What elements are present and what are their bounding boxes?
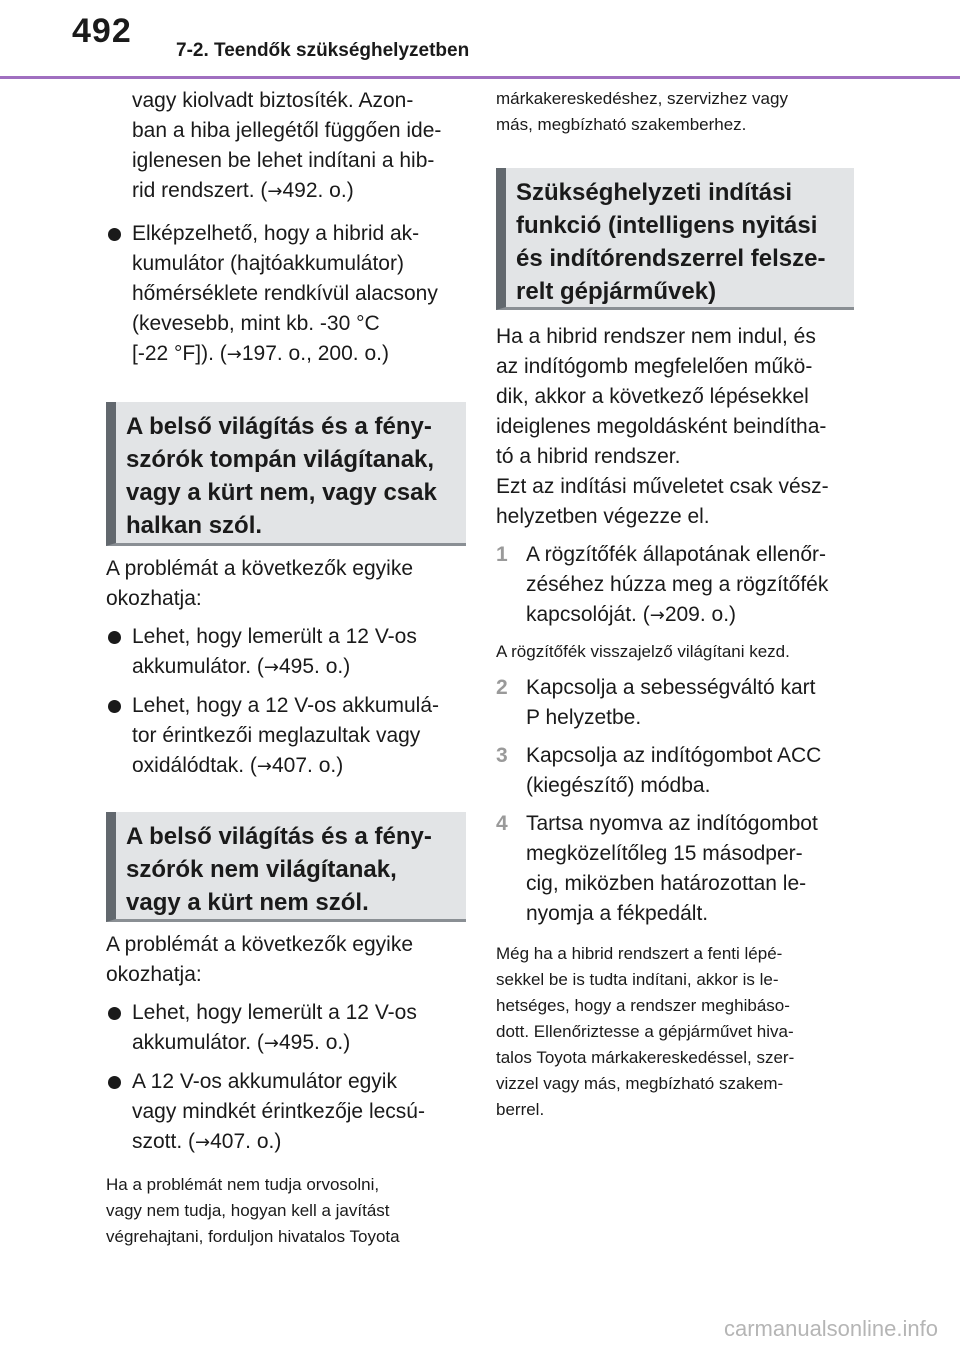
page-ref-link[interactable]: 407. o.) <box>210 1130 282 1153</box>
section-heading-box: A belső világítás és a fény- szórók tompán világítanak, vagy a kürt nem, vagy csak halkan szól. <box>106 402 466 546</box>
list-item: Lehet, hogy lemerült a 12 V-os akkumulátor. (→495. o.) <box>106 622 466 683</box>
list-item: Lehet, hogy a 12 V-os akkumulá- tor érintkezői meglazultak vagy oxidálódtak. (→407. o.) <box>106 691 466 782</box>
page-ref-link[interactable]: 492. o.) <box>282 179 354 202</box>
section-title: 7-2. Teendők szükséghelyzetben <box>176 40 470 61</box>
final-note: Még ha a hibrid rendszert a fenti lépé- sekkel be is tudta indítani, akkor is le- hetséges, hogy a rendszer meghibáso- dott. Ellenőriztesse a gépjárművet hiva- talos Toyota márkakereskedéssel, szer- vizzel vagy más, megbízható szakem- berrel. <box>496 944 795 1119</box>
step-item: 1 A rögzítőfék állapotának ellenőr- zéséhez húzza meg a rögzítőfék kapcsolóját. (→209. o.) <box>496 540 854 631</box>
arrow-right-icon: → <box>263 1033 279 1054</box>
left-column <box>106 86 466 1250</box>
list-item: Elképzelhető, hogy a hibrid ak- kumulátor (hajtóakkumulátor) hőmérséklete rendkívül alacsony (kevesebb, mint kb. -30 °C [-22 °F]). (→197. o., 200. o.) <box>106 219 466 370</box>
arrow-right-icon: → <box>256 756 272 777</box>
step-number: 4 <box>496 812 508 835</box>
page-ref-link[interactable]: 197. o., 200. o.) <box>241 342 389 365</box>
list-item: A 12 V-os akkumulátor egyik vagy mindkét érintkezője lecsú- szott. (→407. o.) <box>106 1067 466 1158</box>
page-number: 492 <box>72 12 132 50</box>
step-item: 2 Kapcsolja a sebességváltó kart P helyzetbe. <box>496 673 854 733</box>
step-number: 3 <box>496 744 508 767</box>
step-number: 1 <box>496 543 508 566</box>
list-item: Lehet, hogy lemerült a 12 V-os akkumulátor. (→495. o.) <box>106 998 466 1059</box>
page-header <box>0 0 960 80</box>
right-column <box>496 86 854 1123</box>
intro-paragraph: vagy kiolvadt biztosíték. Azon- ban a hiba jellegétől függően ide- iglenesen be lehet indítani a hib- rid rendszert. (→492. o.) <box>132 89 442 202</box>
step-item: 3 Kapcsolja az indítógombot ACC (kiegészítő) módba. <box>496 741 854 801</box>
cause-paragraph: A problémát a következők egyike okozhatja: <box>106 933 414 986</box>
cause-paragraph: A problémát a következők egyike okozhatja: <box>106 557 414 610</box>
step-note: A rögzítőfék visszajelző világítani kezd. <box>496 642 790 661</box>
header-divider <box>0 76 960 79</box>
bullet-icon <box>108 700 121 713</box>
arrow-right-icon: → <box>195 1132 211 1153</box>
section-heading-box: A belső világítás és a fény- szórók nem világítanak, vagy a kürt nem szól. <box>106 812 466 922</box>
arrow-right-icon: → <box>649 605 665 626</box>
continued-note: márkakereskedéshez, szervizhez vagy más, megbízható szakemberhez. <box>496 89 788 134</box>
bullet-icon <box>108 1076 121 1089</box>
bullet-icon <box>108 228 121 241</box>
arrow-right-icon: → <box>267 181 283 202</box>
page-ref-link[interactable]: 407. o.) <box>272 754 344 777</box>
step-item: 4 Tartsa nyomva az indítógombot megközelítőleg 15 másodper- cig, miközben határozottan le- nyomja a fékpedált. <box>496 809 854 929</box>
page-ref-link[interactable]: 495. o.) <box>278 655 351 678</box>
step-number: 2 <box>496 676 508 699</box>
bullet-icon <box>108 631 121 644</box>
page-ref-link[interactable]: 209. o.) <box>664 603 737 626</box>
arrow-right-icon: → <box>263 657 279 678</box>
watermark: carmanualsonline.info <box>723 1316 938 1341</box>
page-ref-link[interactable]: 495. o.) <box>278 1031 351 1054</box>
bullet-icon <box>108 1007 121 1020</box>
note-paragraph: Ha a problémát nem tudja orvosolni, vagy nem tudja, hogyan kell a javítást végrehajtani, forduljon hivatalos Toyota <box>106 1175 400 1246</box>
section-heading-box: Szükséghelyzeti indítási funkció (intelligens nyitási és indítórendszerrel felsze- relt gépjárművek) <box>496 168 854 310</box>
intro-paragraph: Ha a hibrid rendszer nem indul, és az indítógomb megfelelően műkö- dik, akkor a következő lépésekkel ideiglenes megoldásként beindítha- tó a hibrid rendszer. Ezt az indítási műveletet csak vész- helyzetben végezze el. <box>496 325 829 528</box>
arrow-right-icon: → <box>226 344 242 365</box>
